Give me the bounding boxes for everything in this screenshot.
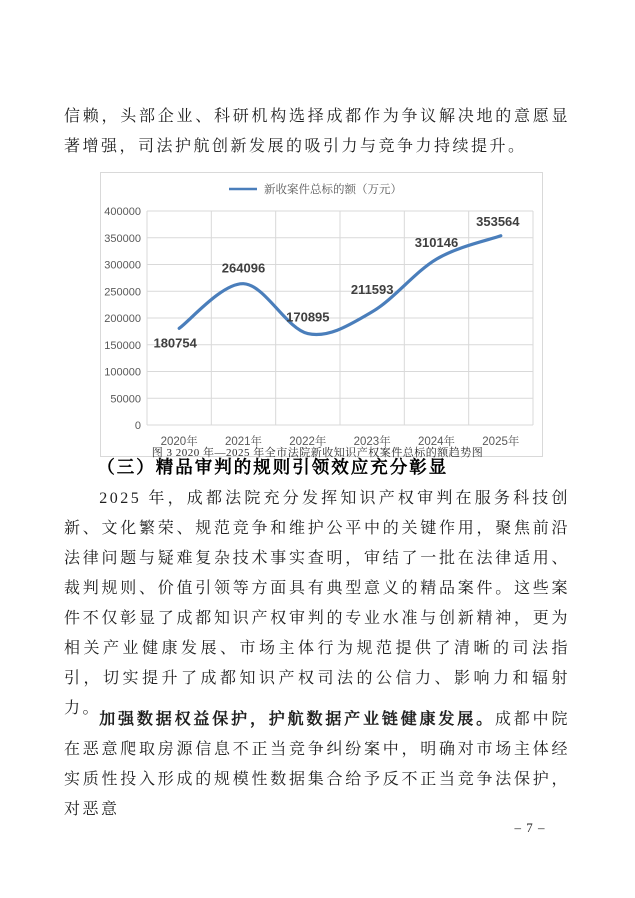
- body-paragraph-1: 2025 年，成都法院充分发挥知识产权审判在服务科技创新、文化繁荣、规范竞争和维护公平中的关键作用，聚焦前沿法律问题与疑难复杂技术事实查明，审结了一批在法律适用、裁判规则、价值引领等方面具有典型意义的精品案件。这些案件不仅彰显了成都知识产权审判的专业水准与创新精神，更为相关产业健康发展、市场主体行为规范提供了清晰的司法指引，切实提升了成都知识产权司法的公信力、影响力和辐射力。: [64, 490, 570, 717]
- paragraph-2-rest: 成都中院在恶意爬取房源信息不正当竞争纠纷案中，明确对市场主体经实质性投入形成的规模性数据集合给予反不正当竞争法保护，对恶意: [64, 711, 570, 818]
- y-tick-label: 200000: [104, 313, 141, 325]
- y-tick-label: 0: [134, 420, 141, 432]
- y-tick-label: 350000: [104, 232, 141, 245]
- x-tick-label: 2025年: [482, 436, 520, 448]
- y-tick-label: 50000: [110, 393, 141, 406]
- x-tick-label: 2020年: [160, 436, 198, 448]
- x-tick-label: 2023年: [353, 436, 391, 448]
- data-label: 180754: [153, 335, 197, 351]
- y-tick-label: 400000: [104, 206, 141, 218]
- x-tick-label: 2022年: [289, 436, 327, 448]
- line-chart: [101, 173, 542, 456]
- x-tick-label: 2024年: [417, 436, 456, 448]
- figure-caption: 图 3 2020 年—2025 年全市法院新收知识产权案件总标的额趋势图: [151, 447, 484, 459]
- body-paragraph-2: [64, 705, 570, 825]
- data-label: 170895: [286, 309, 330, 325]
- data-label: 264096: [221, 260, 266, 276]
- x-tick-label: 2021年: [224, 436, 263, 448]
- intro-paragraph: 信赖，头部企业、科研机构选择成都作为争议解决地的意愿显著增强，司法护航创新发展的吸引力与竞争力持续提升。: [64, 108, 570, 155]
- data-label: 211593: [350, 281, 394, 297]
- page-number: – 7 –: [514, 820, 546, 835]
- section-heading: （三）精品审判的规则引领效应充分彰显: [97, 457, 449, 477]
- chart-figure: [100, 172, 543, 457]
- data-label: 353564: [476, 213, 520, 229]
- paragraph-2-lead-bold: 加强数据权益保护，护航数据产业链健康发展。: [99, 711, 495, 728]
- legend-label: 新收案件总标的额（万元）: [264, 184, 402, 196]
- y-tick-label: 300000: [104, 259, 141, 272]
- y-tick-label: 100000: [104, 366, 141, 379]
- y-tick-label: 250000: [104, 286, 141, 299]
- y-tick-label: 150000: [104, 339, 141, 352]
- data-label: 310146: [414, 235, 459, 251]
